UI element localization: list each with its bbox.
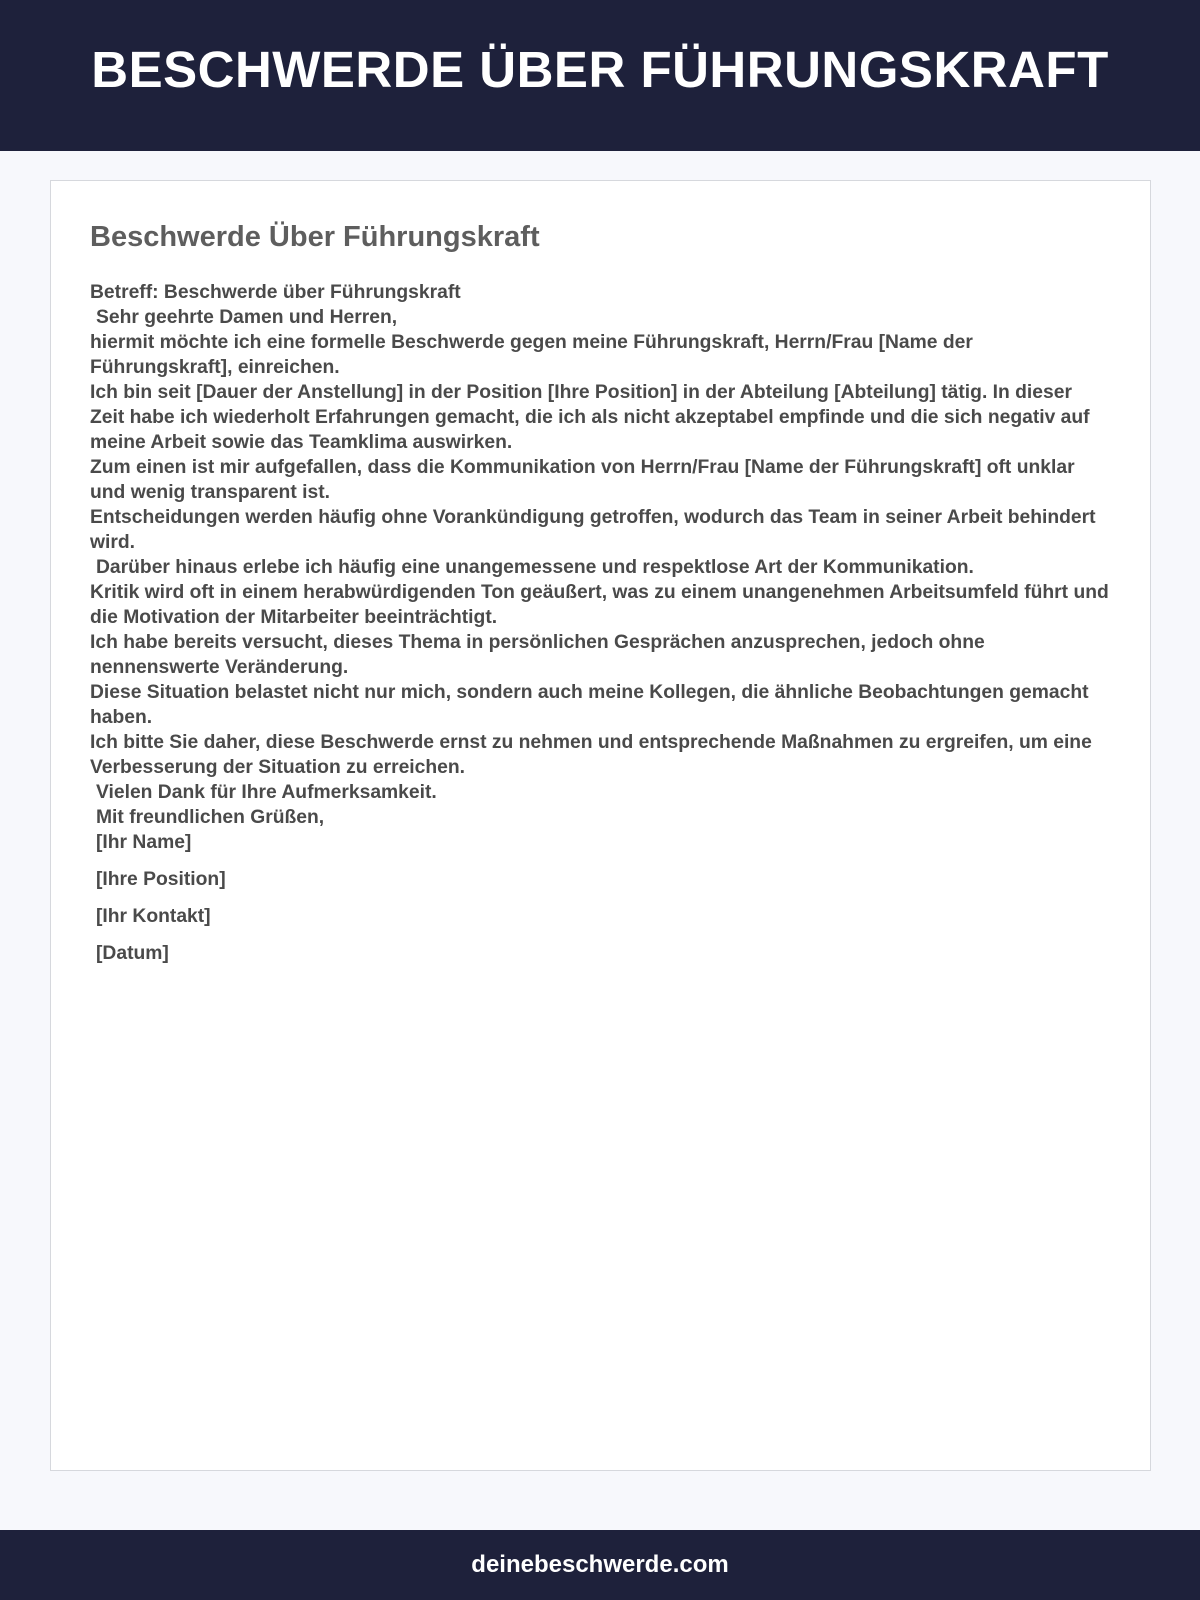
paragraph-intro: hiermit möchte ich eine formelle Beschwerde gegen meine Führungskraft, Herrn/Frau [Name der Führungskraft], einreichen. [90, 332, 973, 378]
salutation: Sehr geehrte Damen und Herren, [96, 307, 398, 328]
subject-line: Betreff: Beschwerde über Führungskraft [90, 282, 461, 303]
footer-site-link[interactable]: deinebeschwerde.com [471, 1551, 729, 1578]
letter-card [50, 180, 1151, 1471]
signature-contact: [Ihr Kontakt] [96, 906, 211, 927]
paragraph-criticism: Kritik wird oft in einem herabwürdigenden Ton geäußert, was zu einem unangenehmen Arbeitsumfeld führt und die Motivation der Mitarbeiter beeinträchtigt. [90, 582, 1109, 628]
signature-name: [Ihr Name] [96, 832, 192, 853]
paragraph-decisions: Entscheidungen werden häufig ohne Vorankündigung getroffen, wodurch das Team in seiner Arbeit behindert wird. [90, 507, 1096, 553]
paragraph-respect: Darüber hinaus erlebe ich häufig eine unangemessene und respektlose Art der Kommunikation. [96, 557, 974, 578]
page-header [0, 0, 1200, 151]
header-title: BESCHWERDE ÜBER FÜHRUNGSKRAFT [91, 41, 1109, 98]
paragraph-request: Ich bitte Sie daher, diese Beschwerde ernst zu nehmen und entsprechende Maßnahmen zu ergreifen, um eine Verbesserung der Situation zu erreichen. [90, 732, 1092, 778]
letter-body [90, 280, 1111, 855]
paragraph-colleagues: Diese Situation belastet nicht nur mich, sondern auch meine Kollegen, die ähnliche Beobachtungen gemacht haben. [90, 682, 1089, 728]
paragraph-position: Ich bin seit [Dauer der Anstellung] in der Position [Ihre Position] in der Abteilung [Abteilung] tätig. In dieser Zeit habe ich wiederholt Erfahrungen gemacht, die ich als nicht akzeptabel empfinde und die sich negativ auf meine Arbeit sowie das Teamklima auswirken. [90, 382, 1090, 453]
paragraph-communication: Zum einen ist mir aufgefallen, dass die Kommunikation von Herrn/Frau [Name der Führungskraft] oft unklar und wenig transparent ist. [90, 457, 1075, 503]
signature-date: [Datum] [96, 943, 169, 964]
page-footer [0, 1530, 1200, 1600]
document-title: Beschwerde Über Führungskraft [90, 221, 540, 253]
closing-line: Mit freundlichen Grüßen, [96, 807, 325, 828]
signature-position: [Ihre Position] [96, 869, 226, 890]
thanks-line: Vielen Dank für Ihre Aufmerksamkeit. [96, 782, 437, 803]
paragraph-attempts: Ich habe bereits versucht, dieses Thema in persönlichen Gesprächen anzusprechen, jedoch ohne nennenswerte Veränderung. [90, 632, 985, 678]
